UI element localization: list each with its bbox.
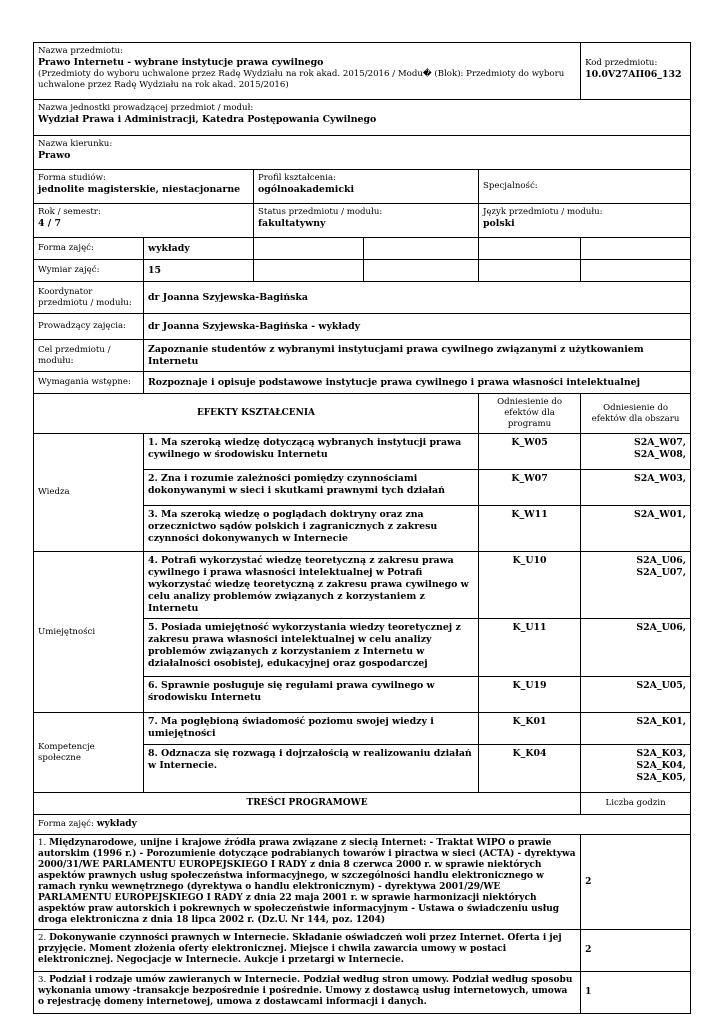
study-form-cell bbox=[34, 170, 254, 204]
class-hours-value: 15 bbox=[148, 264, 162, 276]
program-header: TREŚCI PROGRAMOWE bbox=[246, 798, 368, 808]
class-form-empty-4 bbox=[581, 238, 691, 260]
year-value: 4 / 7 bbox=[38, 218, 61, 229]
effect-group-knowledge bbox=[34, 434, 144, 552]
prereq-value: Rozpoznaje i opisuje podstawowe instytucje prawa cywilnego i prawa własności intelektualnej bbox=[148, 376, 641, 388]
subject-code: 10.0V27AII06_132 bbox=[585, 69, 682, 80]
program-item: 2. Dokonywanie czynności prawnych w Internecie. Składanie oświadczeń woli przez Internet. Oferta i jej przyjęcie. Moment złożenia oferty elektronicznej. Miejsce i chwila zawarcia umowy w postaci elektronicznej. Negocjacje w Internecie. Aukcje i przetargi w Internecie. bbox=[34, 930, 581, 972]
specialty-label: Specjalność: bbox=[483, 181, 538, 191]
field-value: Prawo bbox=[38, 150, 71, 161]
effect-program-ref: K_W05 bbox=[479, 434, 581, 470]
year-cell bbox=[34, 204, 254, 238]
specialty-cell bbox=[479, 170, 691, 204]
unit-label: Nazwa jednostki prowadzącej przedmiot / moduł: bbox=[38, 103, 254, 113]
unit-cell bbox=[34, 100, 691, 136]
profile-cell bbox=[254, 170, 479, 204]
effect-area-ref: S2A_K03, S2A_K04, S2A_K05, bbox=[581, 745, 691, 793]
status-cell bbox=[254, 204, 479, 238]
effects-header: EFEKTY KSZTAŁCENIA bbox=[196, 408, 316, 418]
lecturer-label: Prowadzący zajęcia: bbox=[38, 321, 127, 331]
effect-group-label: Umiejętności bbox=[38, 626, 96, 637]
lecturer-value-cell bbox=[144, 314, 691, 340]
class-form-label: Forma zajęć: bbox=[38, 243, 94, 253]
code-label: Kod przedmiotu: bbox=[585, 58, 658, 68]
program-item-hours: 2 bbox=[581, 835, 691, 930]
syllabus-table bbox=[33, 42, 691, 1014]
subject-label: Nazwa przedmiotu: bbox=[38, 46, 124, 56]
class-hours-empty-4 bbox=[581, 260, 691, 282]
program-form-label: Forma zajęć: bbox=[38, 819, 94, 829]
prereq-label: Wymagania wstępne: bbox=[38, 377, 131, 387]
syllabus-page bbox=[33, 42, 690, 1014]
class-form-empty-2 bbox=[364, 238, 479, 260]
language-value: polski bbox=[483, 218, 515, 229]
program-item: 1. Międzynarodowe, unijne i krajowe źródła prawa związane z siecią Internet: - Traktat WIPO o prawie autorskim (1996 r.) - Porozumienie dotyczące podrabianych towarów i piractwa w sieci (ACTA) - dyrektywa 2000/31/WE PARLAMENTU EUROPEJSKIEGO I RADY z dnia 8 czerwca 2000 r. w sprawie niektórych aspektów prawnych usług społeczeństwa informacyjnego, w szczególności handlu elektronicznego w ramach rynku wewnętrznego (dyrektywa o handlu elektronicznym) - dyrektywa 2001/29/WE PARLAMENTU EUROPEJSKIEGO I RADY z dnia 22 maja 2001 r. w sprawie harmonizacji niektórych aspektów praw autorskich i pokrewnych w społeczeństwie informacyjnym - Ustawa o świadczeniu usług droga elektroniczna z dnia 18 lipca 2002 r. (Dz.U. Nr 144, poz. 1204) bbox=[34, 835, 581, 930]
effect-area-ref: S2A_U05, bbox=[581, 677, 691, 713]
effect-program-ref: K_K01 bbox=[479, 713, 581, 745]
program-item: 3. Podział i rodzaje umów zawieranych w Internecie. Podział według stron umowy. Podział według sposobu wykonania umowy -transakcje bezpośrednie i pośrednie. Umowy z dostawcą usług internetowych, umowa o rejestrację domeny internetowej, umowa z dostawcami informacji i danych. bbox=[34, 972, 581, 1014]
coordinator-label-cell bbox=[34, 282, 144, 314]
class-hours-empty-3 bbox=[479, 260, 581, 282]
effect-program-ref: K_U19 bbox=[479, 677, 581, 713]
lecturer-label-cell bbox=[34, 314, 144, 340]
language-cell bbox=[479, 204, 691, 238]
effects-area-header: Odniesienie do efektów dla obszaru bbox=[591, 402, 680, 424]
subject-note: (Przedmioty do wyboru uchwalone przez Radę Wydziału na rok akad. 2015/2016 / Modu� (Blok): Przedmioty do wyboru uchwalone przez Radę Wydziału na rok akad. 2015/2016) bbox=[38, 69, 565, 90]
effect-program-ref: K_W07 bbox=[479, 470, 581, 506]
class-hours-value-cell bbox=[144, 260, 254, 282]
class-hours-label: Wymiar zajęć: bbox=[38, 265, 100, 275]
profile-value: ogólnoakademicki bbox=[258, 184, 355, 195]
effect-area-ref: S2A_W07, S2A_W08, bbox=[581, 434, 691, 470]
class-hours-label-cell bbox=[34, 260, 144, 282]
effects-header-cell bbox=[34, 394, 479, 434]
status-value: fakultatywny bbox=[258, 218, 326, 229]
effect-group-label: Wiedza bbox=[38, 487, 70, 497]
effects-program-header: Odniesienie do efektów dla programu bbox=[497, 397, 562, 429]
effect-area-ref: S2A_W01, bbox=[581, 506, 691, 552]
effect-area-ref: S2A_K01, bbox=[581, 713, 691, 745]
class-hours-empty-2 bbox=[364, 260, 479, 282]
field-cell bbox=[34, 136, 691, 170]
effect-group-label: Kompetencje społeczne bbox=[38, 741, 95, 763]
field-label: Nazwa kierunku: bbox=[38, 139, 113, 149]
status-label: Status przedmiotu / modułu: bbox=[258, 207, 383, 217]
effect-row: 4. Potrafi wykorzystać wiedzę teoretyczną z zakresu prawa cywilnego i prawa własności intelektualnej w Potrafi wykorzystać wiedzę teoretyczną z zakresu prawa cywilnego w celu analizy problemów związanych z korzystaniem z Internetu bbox=[144, 552, 479, 619]
class-form-value: wykłady bbox=[148, 242, 190, 254]
goal-value: Zapoznanie studentów z wybranymi instytucjami prawa cywilnego związanymi z użytkowaniem Internetu bbox=[148, 343, 644, 367]
code-cell bbox=[581, 43, 691, 100]
class-form-empty-1 bbox=[254, 238, 364, 260]
subject-name: Prawo Internetu - wybrane instytucje prawa cywilnego bbox=[38, 57, 324, 68]
effect-area-ref: S2A_U06, bbox=[581, 619, 691, 677]
program-item-hours: 1 bbox=[581, 972, 691, 1014]
goal-label: Cel przedmiotu / modułu: bbox=[38, 344, 111, 366]
subject-cell bbox=[34, 43, 581, 100]
effect-group-social bbox=[34, 713, 144, 793]
profile-label: Profil kształcenia: bbox=[258, 173, 336, 183]
prereq-value-cell bbox=[144, 372, 691, 394]
class-form-label-cell bbox=[34, 238, 144, 260]
effect-program-ref: K_K04 bbox=[479, 745, 581, 793]
study-form-label: Forma studiów: bbox=[38, 173, 106, 183]
unit-value: Wydział Prawa i Administracji, Katedra Postępowania Cywilnego bbox=[38, 114, 377, 125]
effects-area-header-cell bbox=[581, 394, 691, 434]
effect-row: 8. Odznacza się rozwagą i dojrzałością w realizowaniu działań w Internecie. bbox=[144, 745, 479, 793]
effects-program-header-cell bbox=[479, 394, 581, 434]
effect-area-ref: S2A_W03, bbox=[581, 470, 691, 506]
class-form-value-cell bbox=[144, 238, 254, 260]
program-form-cell bbox=[34, 815, 691, 835]
prereq-label-cell bbox=[34, 372, 144, 394]
program-form-value: wykłady bbox=[96, 819, 137, 829]
program-hours-header-cell bbox=[581, 793, 691, 815]
effect-row: 7. Ma pogłębioną świadomość poziomu swojej wiedzy i umiejętności bbox=[144, 713, 479, 745]
effect-row: 6. Sprawnie posługuje się regułami prawa cywilnego w środowisku Internetu bbox=[144, 677, 479, 713]
goal-label-cell bbox=[34, 340, 144, 372]
program-header-cell bbox=[34, 793, 581, 815]
effect-program-ref: K_U11 bbox=[479, 619, 581, 677]
effect-group-skills bbox=[34, 552, 144, 713]
effect-program-ref: K_W11 bbox=[479, 506, 581, 552]
study-form-value: jednolite magisterskie, niestacjonarne bbox=[38, 184, 241, 195]
coordinator-value: dr Joanna Szyjewska-Bagińska bbox=[148, 291, 308, 303]
effect-row: 5. Posiada umiejętność wykorzystania wiedzy teoretycznej z zakresu prawa własności intelektualnej w celu analizy problemów związanych z korzystaniem z Internetu w działalności osobistej, edukacyjnej oraz gospodarczej bbox=[144, 619, 479, 677]
class-form-empty-3 bbox=[479, 238, 581, 260]
effect-row: 2. Zna i rozumie zależności pomiędzy czynnościami dokonywanymi w sieci i skutkami prawnymi tych działań bbox=[144, 470, 479, 506]
effect-row: 1. Ma szeroką wiedzę dotyczącą wybranych instytucji prawa cywilnego w środowisku Internetu bbox=[144, 434, 479, 470]
program-hours-header: Liczba godzin bbox=[605, 798, 666, 808]
class-hours-empty-1 bbox=[254, 260, 364, 282]
language-label: Język przedmiotu / modułu: bbox=[483, 207, 603, 217]
effect-program-ref: K_U10 bbox=[479, 552, 581, 619]
coordinator-value-cell bbox=[144, 282, 691, 314]
effect-area-ref: S2A_U06, S2A_U07, bbox=[581, 552, 691, 619]
coordinator-label: Koordynator przedmiotu / modułu: bbox=[38, 286, 132, 308]
effect-row: 3. Ma szeroką wiedzę o poglądach doktryny oraz zna orzecznictwo sądów polskich i zagranicznych z zakresu czynności dokonywanych w Internecie bbox=[144, 506, 479, 552]
goal-value-cell bbox=[144, 340, 691, 372]
program-item-hours: 2 bbox=[581, 930, 691, 972]
lecturer-value: dr Joanna Szyjewska-Bagińska - wykłady bbox=[148, 320, 361, 332]
year-label: Rok / semestr: bbox=[38, 207, 101, 217]
